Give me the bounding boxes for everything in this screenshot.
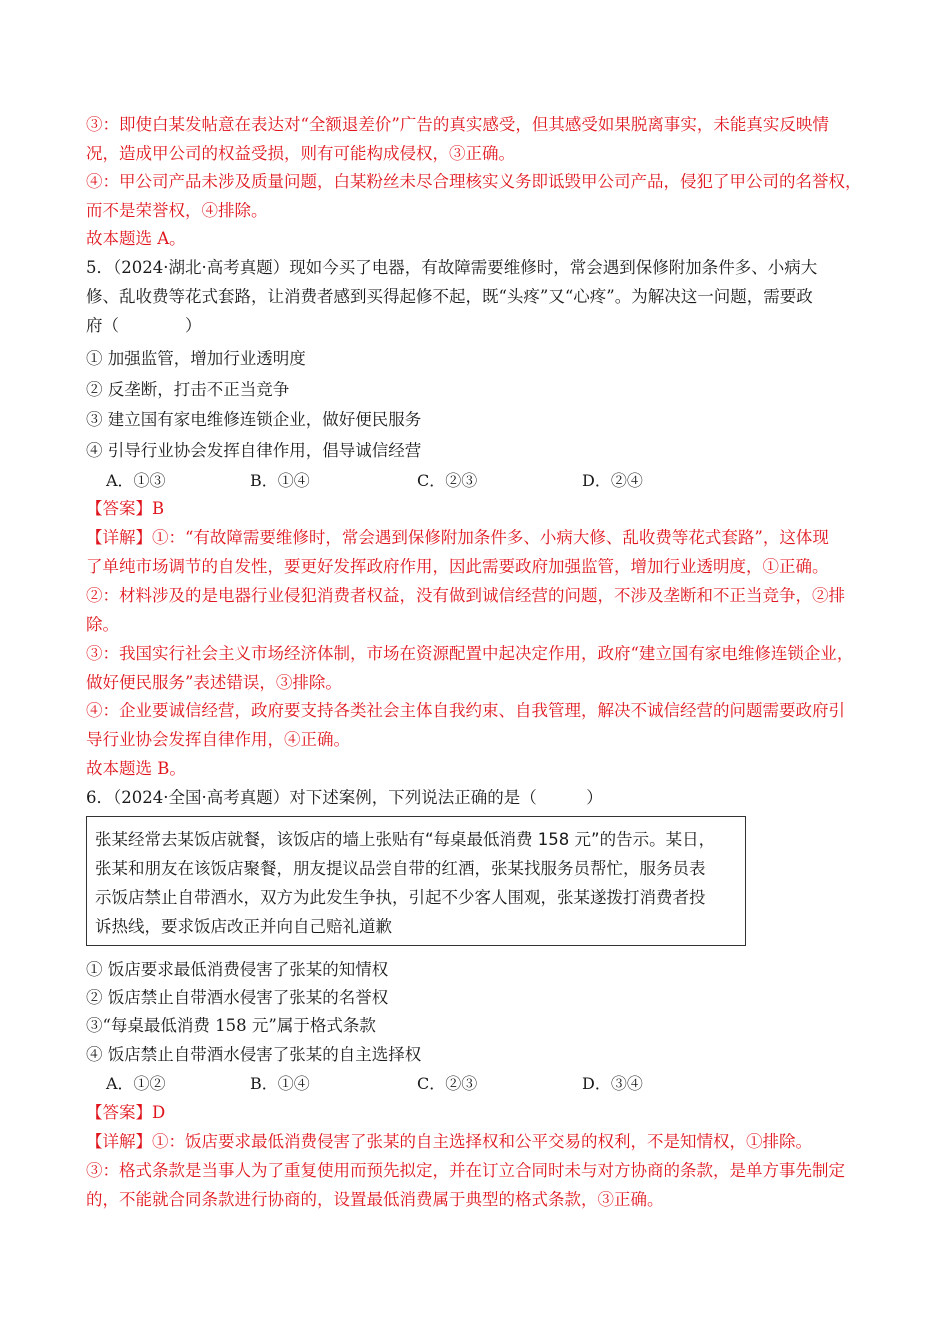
q6-stem: 6．（2024·全国·高考真题）对下述案例，下列说法正确的是（ ） — [86, 788, 603, 807]
q5-option-b: B．①④ — [250, 471, 310, 490]
q5-option-c: C．②③ — [417, 471, 478, 490]
q6-answer: 【答案】D — [86, 1103, 166, 1122]
q6-option-c: C．②③ — [417, 1074, 478, 1093]
prev-detail-3-line1: ③：即使白某发帖意在表达对“全额退差价”广告的真实感受，但其感受如果脱离事实，未能真实反映情 — [86, 115, 829, 134]
q5-stem-line1: 5．（2024·湖北·高考真题）现如今买了电器，有故障需要维修时，常会遇到保修附加条件多、小病大 — [86, 258, 818, 277]
prev-conclusion: 故本题选 A。 — [86, 229, 186, 248]
q6-option-a: A．①② — [106, 1074, 166, 1093]
q5-option-d: D．②④ — [582, 471, 643, 490]
q5-detail-1-line2: 了单纯市场调节的自发性，要更好发挥政府作用，因此需要政府加强监管，增加行业透明度，①正确。 — [86, 557, 829, 576]
q5-stem-line2: 修、乱收费等花式套路，让消费者感到买得起修不起，既“头疼”又“心疼”。为解决这一问题，需要政 — [86, 287, 813, 306]
q6-detail-1-text: ①：饭店要求最低消费侵害了张某的自主选择权和公平交易的权利，不是知情权，①排除。 — [152, 1132, 812, 1151]
q5-detail-2-line1: ②：材料涉及的是电器行业侵犯消费者权益，没有做到诚信经营的问题，不涉及垄断和不正当竞争，②排 — [86, 586, 845, 605]
prev-detail-3-line2: 况，造成甲公司的权益受损，则有可能构成侵权，③正确。 — [86, 144, 515, 163]
q6-item-3: ③“每桌最低消费 158 元”属于格式条款 — [86, 1016, 376, 1035]
q5-detail-3-line2: 做好便民服务”表述错误，③排除。 — [86, 673, 342, 692]
q6-case-line3: 示饭店禁止自带酒水，双方为此发生争执，引起不少客人围观，张某遂拨打消费者投 — [95, 888, 706, 907]
q5-item-3: ③ 建立国有家电维修连锁企业，做好便民服务 — [86, 410, 422, 429]
q5-detail-1-line1 — [86, 527, 829, 549]
q6-option-b: B．①④ — [250, 1074, 310, 1093]
q6-item-1: ① 饭店要求最低消费侵害了张某的知情权 — [86, 960, 389, 979]
q5-detail-4-line2: 导行业协会发挥自律作用，④正确。 — [86, 730, 350, 749]
q6-detail-1-line1 — [86, 1131, 812, 1153]
q5-detail-2-line2: 除。 — [86, 615, 119, 634]
q6-option-d: D．③④ — [582, 1074, 643, 1093]
q6-case-line1: 张某经常去某饭店就餐，该饭店的墙上张贴有“每桌最低消费 158 元”的告示。某日， — [95, 830, 716, 849]
q5-stem-line3: 府（ ） — [86, 316, 202, 335]
prev-detail-4-line2: 而不是荣誉权，④排除。 — [86, 201, 268, 220]
q6-detail-3-line2: 的，不能就合同条款进行协商的，设置最低消费属于典型的格式条款，③正确。 — [86, 1190, 664, 1209]
q6-item-4: ④ 饭店禁止自带酒水侵害了张某的自主选择权 — [86, 1045, 422, 1064]
q5-detail-3-line1: ③：我国实行社会主义市场经济体制，市场在资源配置中起决定作用，政府“建立国有家电维修连锁企业， — [86, 644, 854, 663]
q5-answer: 【答案】B — [86, 499, 165, 518]
q5-option-a: A．①③ — [106, 471, 166, 490]
q6-detail-tag: 【详解】 — [86, 1132, 152, 1151]
prev-detail-4-line1: ④：甲公司产品未涉及质量问题，白某粉丝未尽合理核实义务即诋毁甲公司产品，侵犯了甲公司的名誉权， — [86, 172, 862, 191]
q6-case-line4: 诉热线，要求饭店改正并向自己赔礼道歉 — [95, 917, 392, 936]
q6-detail-3-line1: ③：格式条款是当事人为了重复使用而预先拟定，并在订立合同时未与对方协商的条款，是单方事先制定 — [86, 1161, 845, 1180]
q6-case-line2: 张某和朋友在该饭店聚餐，朋友提议品尝自带的红酒，张某找服务员帮忙，服务员表 — [95, 859, 706, 878]
q5-conclusion: 故本题选 B。 — [86, 759, 186, 778]
q5-item-1: ① 加强监管，增加行业透明度 — [86, 349, 306, 368]
q5-detail-1-text: ①：“有故障需要维修时，常会遇到保修附加条件多、小病大修、乱收费等花式套路”，这体现 — [152, 528, 829, 547]
q5-item-2: ② 反垄断，打击不正当竞争 — [86, 380, 290, 399]
q5-detail-4-line1: ④：企业要诚信经营，政府要支持各类社会主体自我约束、自我管理，解决不诚信经营的问题需要政府引 — [86, 701, 845, 720]
q5-detail-tag: 【详解】 — [86, 528, 152, 547]
q5-item-4: ④ 引导行业协会发挥自律作用，倡导诚信经营 — [86, 441, 422, 460]
q6-item-2: ② 饭店禁止自带酒水侵害了张某的名誉权 — [86, 988, 389, 1007]
